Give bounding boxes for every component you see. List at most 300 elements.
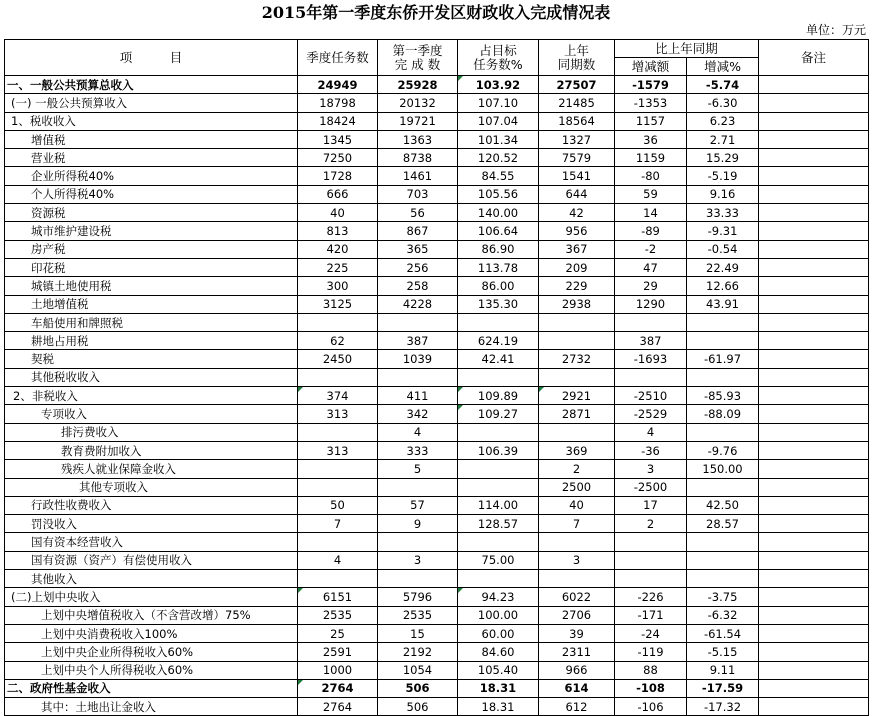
row-cell-pct: 114.00 (458, 496, 539, 514)
row-cell-amt: -119 (615, 643, 687, 661)
row-cell-amt: -2510 (615, 387, 687, 405)
row-cell-amt: 1290 (615, 295, 687, 313)
row-cell-pct: 86.90 (458, 240, 539, 258)
row-cell-task: 3125 (298, 295, 378, 313)
table-row (5, 679, 869, 697)
row-cell-task: 666 (298, 185, 378, 203)
row-cell-task: 24949 (298, 76, 378, 94)
row-cell-task: 62 (298, 332, 378, 350)
row-cell-done: 9 (378, 515, 458, 533)
row-cell-done: 15 (378, 624, 458, 642)
row-cell-pct: 84.55 (458, 167, 539, 185)
row-cell-rate: -0.54 (687, 240, 759, 258)
row-cell-amt: -171 (615, 606, 687, 624)
row-cell-pct (458, 570, 539, 588)
row-cell-done (378, 313, 458, 331)
revenue-table (4, 39, 869, 716)
row-cell-remark (759, 405, 869, 423)
row-cell-pct: 135.30 (458, 295, 539, 313)
row-cell-rate: -61.97 (687, 350, 759, 368)
row-cell-pct: 101.34 (458, 130, 539, 148)
row-cell-last: 644 (539, 185, 615, 203)
row-cell-done: 867 (378, 222, 458, 240)
row-cell-pct: 18.31 (458, 698, 539, 716)
row-cell-pct: 60.00 (458, 624, 539, 642)
row-item-name: 车船使用和牌照税 (5, 313, 298, 331)
table-row (5, 606, 869, 624)
table-row (5, 460, 869, 478)
row-cell-pct (458, 313, 539, 331)
row-cell-task (298, 368, 378, 386)
table-row (5, 258, 869, 276)
row-item-name: 土地增值税 (5, 295, 298, 313)
row-cell-done: 3 (378, 551, 458, 569)
row-cell-done: 8738 (378, 149, 458, 167)
row-cell-done: 20132 (378, 94, 458, 112)
row-cell-rate: -3.75 (687, 588, 759, 606)
row-item-name: (一) 一般公共预算收入 (5, 94, 298, 112)
row-cell-last: 2500 (539, 478, 615, 496)
row-cell-remark (759, 661, 869, 679)
row-cell-amt: -24 (615, 624, 687, 642)
row-cell-last: 2311 (539, 643, 615, 661)
row-cell-task: 6151 (298, 588, 378, 606)
row-cell-done: 1363 (378, 130, 458, 148)
table-row (5, 76, 869, 94)
row-item-name: 行政性收费收入 (5, 496, 298, 514)
header-change-amount: 增减额 (615, 58, 687, 76)
row-cell-done (378, 570, 458, 588)
row-cell-done: 1054 (378, 661, 458, 679)
row-cell-last: 2871 (539, 405, 615, 423)
table-row (5, 222, 869, 240)
row-item-name: 排污费收入 (5, 423, 298, 441)
row-cell-amt: 29 (615, 277, 687, 295)
row-cell-amt: -2500 (615, 478, 687, 496)
header-quarter-task: 季度任务数 (298, 40, 378, 76)
row-cell-last: 3 (539, 551, 615, 569)
row-cell-amt: -106 (615, 698, 687, 716)
row-cell-amt: -1579 (615, 76, 687, 94)
row-cell-remark (759, 258, 869, 276)
row-cell-pct: 18.31 (458, 679, 539, 697)
table-row (5, 277, 869, 295)
table-row (5, 496, 869, 514)
header-item: 项 目 (5, 40, 298, 76)
row-cell-rate (687, 332, 759, 350)
row-cell-done: 365 (378, 240, 458, 258)
table-row (5, 533, 869, 551)
header-last (539, 40, 615, 76)
row-cell-last (539, 423, 615, 441)
row-item-name: 城市维护建设税 (5, 222, 298, 240)
row-cell-done: 25928 (378, 76, 458, 94)
row-cell-last: 1327 (539, 130, 615, 148)
table-row (5, 350, 869, 368)
row-cell-task: 18798 (298, 94, 378, 112)
row-cell-amt: -80 (615, 167, 687, 185)
row-cell-last: 614 (539, 679, 615, 697)
row-cell-rate (687, 423, 759, 441)
row-cell-task: 1728 (298, 167, 378, 185)
row-cell-remark (759, 496, 869, 514)
row-item-name: (二)上划中央收入 (5, 588, 298, 606)
row-item-name: 罚没收入 (5, 515, 298, 533)
row-item-name: 个人所得税40% (5, 185, 298, 203)
row-cell-last: 40 (539, 496, 615, 514)
row-cell-pct (458, 423, 539, 441)
header-q1-done-line1: 第一季度 (392, 42, 443, 58)
row-cell-rate: 43.91 (687, 295, 759, 313)
row-cell-amt: -89 (615, 222, 687, 240)
row-item-name: 其中：土地出让金收入 (5, 698, 298, 716)
row-cell-remark (759, 551, 869, 569)
row-cell-remark (759, 387, 869, 405)
row-cell-rate: -88.09 (687, 405, 759, 423)
row-cell-pct: 107.10 (458, 94, 539, 112)
row-cell-amt: 2 (615, 515, 687, 533)
header-q1-done (378, 40, 458, 76)
row-cell-done: 333 (378, 441, 458, 459)
row-item-name: 教育费附加收入 (5, 441, 298, 459)
row-cell-done: 506 (378, 698, 458, 716)
row-item-name: 2、非税收入 (5, 387, 298, 405)
row-cell-pct: 106.39 (458, 441, 539, 459)
row-cell-remark (759, 94, 869, 112)
row-cell-last (539, 533, 615, 551)
table-row (5, 295, 869, 313)
row-cell-rate: -6.30 (687, 94, 759, 112)
table-row (5, 423, 869, 441)
row-cell-remark (759, 350, 869, 368)
row-cell-last (539, 570, 615, 588)
row-cell-last: 369 (539, 441, 615, 459)
row-cell-rate: 9.11 (687, 661, 759, 679)
row-cell-task: 4 (298, 551, 378, 569)
header-pct-line2: 任务数% (473, 56, 523, 72)
row-cell-remark (759, 460, 869, 478)
row-cell-done: 19721 (378, 112, 458, 130)
row-cell-remark (759, 112, 869, 130)
row-cell-last: 2706 (539, 606, 615, 624)
header-last-line1: 上年 (563, 42, 589, 58)
row-cell-last: 6022 (539, 588, 615, 606)
table-row (5, 332, 869, 350)
row-item-name: 增值税 (5, 130, 298, 148)
row-cell-rate (687, 478, 759, 496)
row-cell-remark (759, 368, 869, 386)
row-cell-rate (687, 313, 759, 331)
row-cell-rate: -9.31 (687, 222, 759, 240)
row-cell-pct: 75.00 (458, 551, 539, 569)
row-cell-last: 39 (539, 624, 615, 642)
row-item-name: 其他收入 (5, 570, 298, 588)
row-cell-done: 5796 (378, 588, 458, 606)
row-cell-task: 7 (298, 515, 378, 533)
row-cell-amt: 36 (615, 130, 687, 148)
table-row (5, 570, 869, 588)
row-cell-last: 229 (539, 277, 615, 295)
row-cell-amt: -36 (615, 441, 687, 459)
row-cell-task (298, 423, 378, 441)
row-item-name: 资源税 (5, 204, 298, 222)
row-cell-last: 21485 (539, 94, 615, 112)
row-cell-amt (615, 570, 687, 588)
row-cell-done: 1039 (378, 350, 458, 368)
row-cell-remark (759, 277, 869, 295)
row-cell-task: 420 (298, 240, 378, 258)
row-cell-remark (759, 204, 869, 222)
row-cell-rate (687, 570, 759, 588)
unit-label: 单位：万元 (805, 23, 866, 37)
table-row (5, 368, 869, 386)
row-cell-rate: 42.50 (687, 496, 759, 514)
row-cell-pct: 105.40 (458, 661, 539, 679)
table-row (5, 130, 869, 148)
row-item-name: 其他税收收入 (5, 368, 298, 386)
row-cell-rate: -5.74 (687, 76, 759, 94)
row-item-name: 上划中央企业所得税收入60% (5, 643, 298, 661)
row-cell-last (539, 313, 615, 331)
row-cell-done (378, 478, 458, 496)
row-cell-remark (759, 76, 869, 94)
row-item-name: 上划中央增值税收入（不含营改增）75% (5, 606, 298, 624)
table-row (5, 185, 869, 203)
row-cell-task: 40 (298, 204, 378, 222)
row-cell-remark (759, 515, 869, 533)
table-row (5, 515, 869, 533)
row-cell-done: 2535 (378, 606, 458, 624)
table-row (5, 478, 869, 496)
row-cell-remark (759, 240, 869, 258)
row-cell-rate: 2.71 (687, 130, 759, 148)
row-cell-task: 2764 (298, 698, 378, 716)
row-cell-remark (759, 533, 869, 551)
row-cell-amt: 17 (615, 496, 687, 514)
row-cell-last: 2921 (539, 387, 615, 405)
row-cell-pct: 128.57 (458, 515, 539, 533)
row-cell-amt: 387 (615, 332, 687, 350)
row-cell-task: 1345 (298, 130, 378, 148)
row-cell-task (298, 460, 378, 478)
row-cell-pct: 100.00 (458, 606, 539, 624)
row-cell-last: 7 (539, 515, 615, 533)
row-item-name: 其他专项收入 (5, 478, 298, 496)
row-cell-task: 2591 (298, 643, 378, 661)
row-cell-remark (759, 478, 869, 496)
row-cell-amt: -226 (615, 588, 687, 606)
row-item-name: 残疾人就业保障金收入 (5, 460, 298, 478)
row-cell-last: 7579 (539, 149, 615, 167)
row-cell-rate: -5.19 (687, 167, 759, 185)
row-cell-last: 612 (539, 698, 615, 716)
header-last-line2: 同期数 (557, 56, 596, 72)
row-cell-done (378, 533, 458, 551)
row-cell-pct: 94.23 (458, 588, 539, 606)
row-cell-done: 5 (378, 460, 458, 478)
row-cell-remark (759, 588, 869, 606)
row-cell-pct: 107.04 (458, 112, 539, 130)
row-cell-task: 7250 (298, 149, 378, 167)
row-cell-rate: 9.16 (687, 185, 759, 203)
row-cell-rate: -6.32 (687, 606, 759, 624)
row-cell-task (298, 478, 378, 496)
row-cell-last (539, 368, 615, 386)
row-cell-rate (687, 533, 759, 551)
row-cell-done (378, 368, 458, 386)
row-cell-amt: -1693 (615, 350, 687, 368)
row-cell-rate (687, 551, 759, 569)
row-cell-remark (759, 332, 869, 350)
table-row (5, 167, 869, 185)
row-cell-amt: -2529 (615, 405, 687, 423)
row-cell-task: 18424 (298, 112, 378, 130)
row-cell-pct: 140.00 (458, 204, 539, 222)
table-row (5, 551, 869, 569)
row-cell-last: 966 (539, 661, 615, 679)
row-cell-amt: 59 (615, 185, 687, 203)
row-cell-task: 25 (298, 624, 378, 642)
row-cell-remark (759, 624, 869, 642)
row-cell-amt: 47 (615, 258, 687, 276)
row-cell-last: 2 (539, 460, 615, 478)
row-cell-task: 2764 (298, 679, 378, 697)
row-cell-pct: 86.00 (458, 277, 539, 295)
row-cell-amt: 3 (615, 460, 687, 478)
row-item-name: 营业税 (5, 149, 298, 167)
row-cell-rate: 12.66 (687, 277, 759, 295)
row-item-name: 契税 (5, 350, 298, 368)
table-row (5, 643, 869, 661)
row-cell-pct: 103.92 (458, 76, 539, 94)
row-cell-done: 1461 (378, 167, 458, 185)
row-cell-pct (458, 533, 539, 551)
row-cell-amt: 1159 (615, 149, 687, 167)
row-cell-remark (759, 295, 869, 313)
row-cell-done: 56 (378, 204, 458, 222)
row-cell-task: 813 (298, 222, 378, 240)
row-cell-rate (687, 368, 759, 386)
row-cell-done: 411 (378, 387, 458, 405)
table-row (5, 661, 869, 679)
row-cell-remark (759, 570, 869, 588)
row-cell-done: 703 (378, 185, 458, 203)
header-pct (458, 40, 539, 76)
row-cell-rate: -85.93 (687, 387, 759, 405)
row-cell-last: 2732 (539, 350, 615, 368)
page-title: 2015年第一季度东侨开发区财政收入完成情况表 (261, 3, 611, 22)
row-cell-task: 313 (298, 441, 378, 459)
header-change-percent: 增减% (687, 58, 759, 76)
row-cell-rate: -17.59 (687, 679, 759, 697)
row-cell-task: 300 (298, 277, 378, 295)
row-cell-rate: 150.00 (687, 460, 759, 478)
row-cell-rate: 28.57 (687, 515, 759, 533)
header-q1-done-line2: 完 成 数 (394, 56, 441, 72)
table-row (5, 313, 869, 331)
row-cell-amt: -2 (615, 240, 687, 258)
row-cell-amt: 1157 (615, 112, 687, 130)
table-row (5, 112, 869, 130)
row-cell-last: 42 (539, 204, 615, 222)
row-cell-pct: 624.19 (458, 332, 539, 350)
row-cell-pct: 42.41 (458, 350, 539, 368)
row-cell-remark (759, 313, 869, 331)
row-cell-last: 209 (539, 258, 615, 276)
row-cell-pct (458, 478, 539, 496)
row-item-name: 1、税收收入 (5, 112, 298, 130)
table-row (5, 204, 869, 222)
table-row (5, 405, 869, 423)
row-cell-pct: 106.64 (458, 222, 539, 240)
row-cell-rate: -9.76 (687, 441, 759, 459)
row-cell-task: 225 (298, 258, 378, 276)
row-cell-amt: 14 (615, 204, 687, 222)
table-row (5, 387, 869, 405)
row-cell-remark (759, 423, 869, 441)
table-row (5, 94, 869, 112)
row-cell-last (539, 332, 615, 350)
row-cell-remark (759, 606, 869, 624)
row-cell-pct: 109.89 (458, 387, 539, 405)
row-item-name: 国有资源（资产）有偿使用收入 (5, 551, 298, 569)
row-item-name: 城镇土地使用税 (5, 277, 298, 295)
row-cell-done: 256 (378, 258, 458, 276)
row-cell-remark (759, 698, 869, 716)
row-cell-last: 27507 (539, 76, 615, 94)
row-cell-remark (759, 222, 869, 240)
row-item-name: 房产税 (5, 240, 298, 258)
row-cell-remark (759, 643, 869, 661)
row-cell-pct (458, 368, 539, 386)
row-cell-pct: 84.60 (458, 643, 539, 661)
table-row (5, 698, 869, 716)
row-cell-pct (458, 460, 539, 478)
row-cell-remark (759, 185, 869, 203)
row-item-name: 二、政府性基金收入 (5, 679, 298, 697)
row-cell-amt: 88 (615, 661, 687, 679)
table-row (5, 588, 869, 606)
row-item-name: 企业所得税40% (5, 167, 298, 185)
row-item-name: 上划中央消费税收入100% (5, 624, 298, 642)
row-cell-task: 2450 (298, 350, 378, 368)
row-cell-amt (615, 368, 687, 386)
row-cell-task: 1000 (298, 661, 378, 679)
row-cell-done: 258 (378, 277, 458, 295)
row-item-name: 印花税 (5, 258, 298, 276)
row-cell-task (298, 570, 378, 588)
row-cell-rate: -61.54 (687, 624, 759, 642)
row-cell-done: 342 (378, 405, 458, 423)
row-cell-amt: -1353 (615, 94, 687, 112)
row-cell-amt: -108 (615, 679, 687, 697)
row-cell-task: 313 (298, 405, 378, 423)
row-cell-pct: 113.78 (458, 258, 539, 276)
row-cell-pct: 120.52 (458, 149, 539, 167)
row-item-name: 耕地占用税 (5, 332, 298, 350)
row-cell-remark (759, 167, 869, 185)
row-item-name: 国有资本经营收入 (5, 533, 298, 551)
row-item-name: 专项收入 (5, 405, 298, 423)
table-row (5, 441, 869, 459)
table-row (5, 240, 869, 258)
row-cell-rate: -5.15 (687, 643, 759, 661)
row-cell-remark (759, 149, 869, 167)
row-cell-last: 367 (539, 240, 615, 258)
row-cell-last: 956 (539, 222, 615, 240)
row-cell-done: 506 (378, 679, 458, 697)
row-cell-amt (615, 551, 687, 569)
